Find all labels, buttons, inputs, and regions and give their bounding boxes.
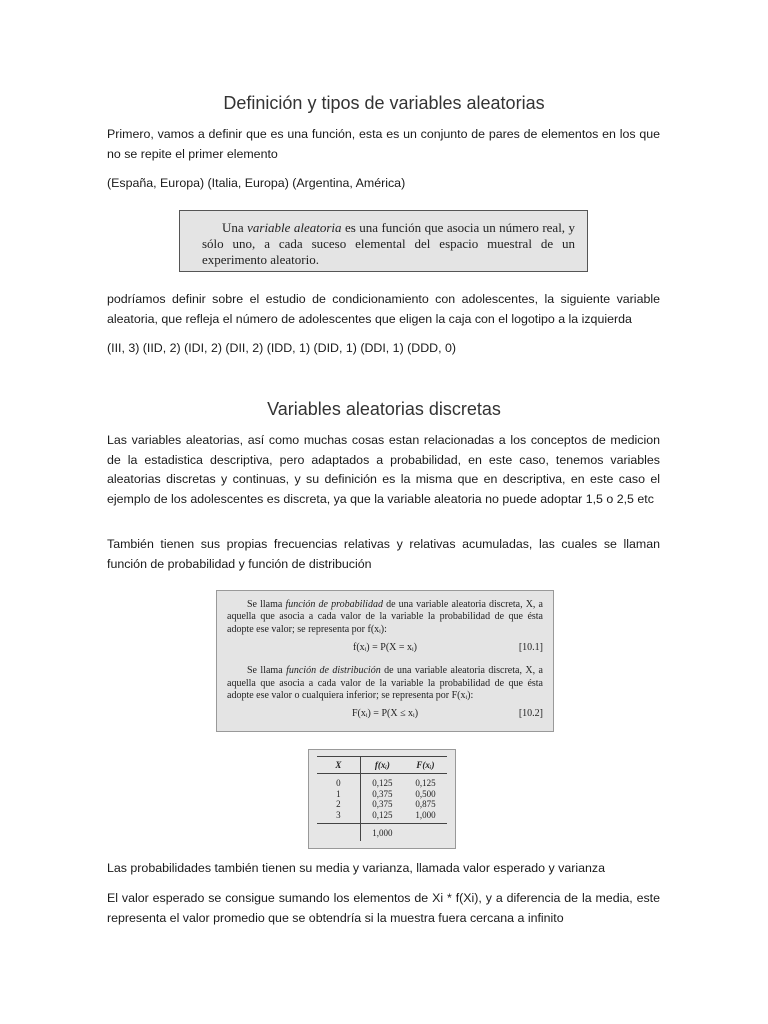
probability-table: [317, 756, 447, 841]
equation-number: [10.1]: [518, 642, 543, 654]
paragraph-media-varianza: Las probabilidades también tienen su media y varianza, llamada valor esperado y varianza: [107, 861, 605, 875]
paragraph-discretas: Las variables aleatorias, así como muchas cosas estan relacionadas a los conceptos de medicion de la estadistica descriptiva, pero adaptados a probabilidad, en este caso, tenemos variables aleatorias discretas y continuas, y su definición es la misma que en descriptiva, en este caso el ejemplo de los adolescentes es discreta, ya que la variable aleatoria no puede adoptar 1,5 o 2,5 etc: [107, 433, 660, 506]
definition-box-variable-aleatoria: [179, 210, 588, 272]
table-header-F: F(xᵢ): [404, 757, 447, 774]
probability-table-image: [308, 749, 456, 849]
paragraph-frecuencias: También tienen sus propias frecuencias relativas y relativas acumuladas, las cuales se llaman función de probabilidad y función de distribución: [107, 537, 660, 571]
table-column-f: 0,125 0,375 0,375 0,125: [360, 774, 404, 824]
table-header-x: X: [317, 757, 360, 774]
table-header-f: f(xᵢ): [360, 757, 404, 774]
equation-formula: f(xᵢ) = P(X = xᵢ): [353, 642, 417, 654]
equation-formula: F(xᵢ) = P(X ≤ xᵢ): [351, 708, 419, 720]
section-title-discretas: Variables aleatorias discretas: [267, 399, 501, 419]
table-column-x: 0 1 2 3: [317, 774, 360, 824]
table-column-F: 0,125 0,500 0,875 1,000: [404, 774, 447, 824]
paragraph-valores: (III, 3) (IID, 2) (IDI, 2) (DII, 2) (IDD, 1) (DID, 1) (DDI, 1) (DDD, 0): [107, 341, 457, 355]
equation-number: [10.2]: [518, 708, 543, 720]
definition-box-funciones: [216, 590, 554, 732]
paragraph-pares: (España, Europa) (Italia, Europa) (Argentina, América): [107, 176, 406, 190]
definition-text: Una variable aleatoria es una función que asocia un número real, y sólo uno, a cada suceso elemental del espacio muestral de un experimento aleatorio.: [202, 220, 575, 267]
equation-10-1: [227, 639, 543, 659]
paragraph-valor-esperado: El valor esperado se consigue sumando los elementos de Xi * f(Xi), y a diferencia de la media, este representa el valor promedio que se obtendría si la muestra fuera cercana a infinito: [107, 891, 660, 925]
section-title-definicion: Definición y tipos de variables aleatorias: [223, 93, 545, 113]
definition-probabilidad: Se llama función de probabilidad de una variable aleatoria discreta, X, a aquella que asocia a cada valor de la variable la probabilidad de que ésta adopte ese valor; se representa por f(xᵢ):: [227, 599, 543, 635]
definition-distribucion: Se llama función de distribución de una variable aleatoria discreta, X, a aquella que asocia a cada valor de la variable la probabilidad de que ésta adopte ese valor o cualquiera inferior; se representa por F(xᵢ):: [227, 665, 543, 702]
paragraph-condicionamiento: podríamos definir sobre el estudio de condicionamiento con adolescentes, la siguiente variable aleatoria, que refleja el número de adolescentes que eligen la caja con el logotipo a la izquierda: [107, 292, 660, 326]
paragraph-funcion: Primero, vamos a definir que es una función, esta es un conjunto de pares de elementos en los que no se repite el primer elemento: [107, 127, 660, 161]
table-total-empty-right: [404, 824, 447, 842]
table-total: 1,000: [372, 827, 393, 838]
equation-10-2: [227, 705, 543, 725]
table-total-empty: [317, 824, 360, 842]
